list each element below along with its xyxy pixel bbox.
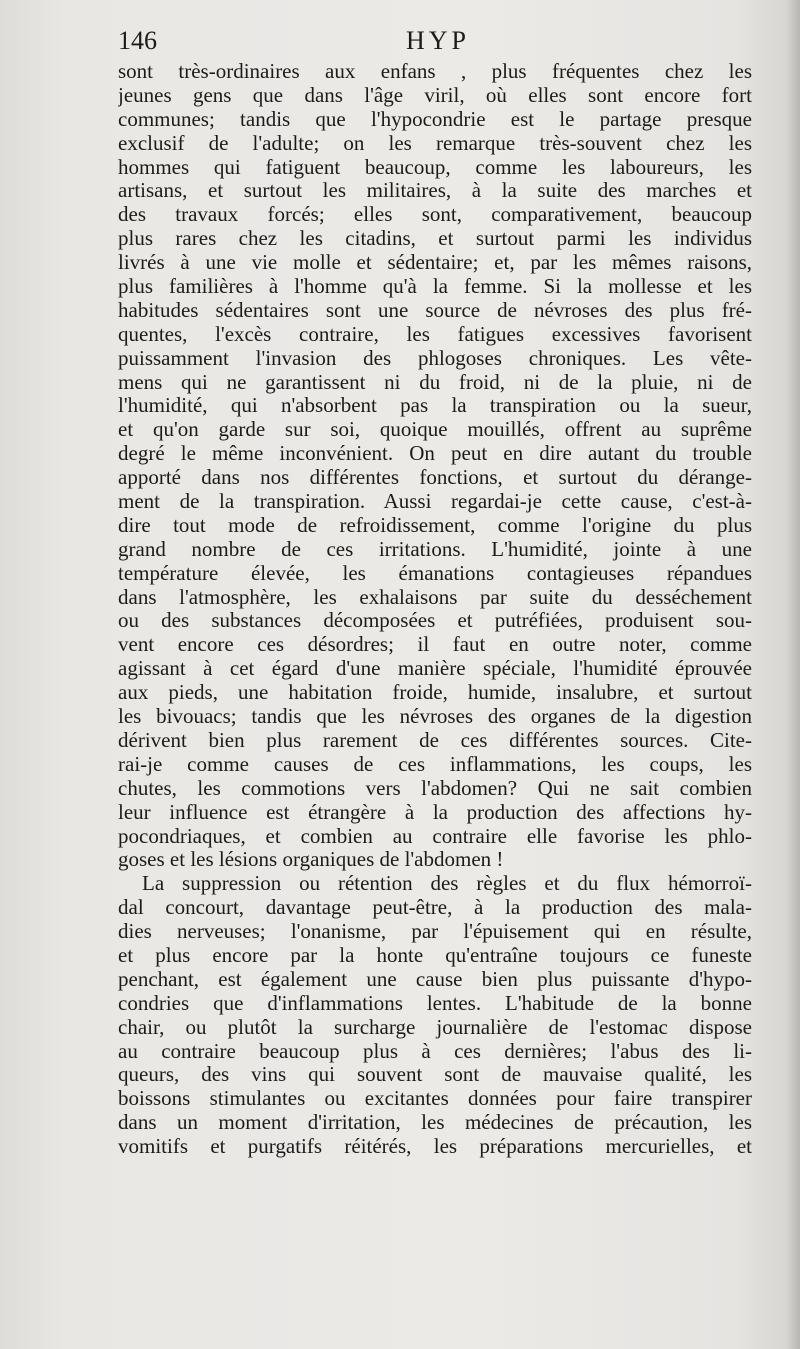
text-line: dans l'atmosphère, les exhalaisons par suite du desséchement xyxy=(118,585,752,609)
text-line: au contraire beaucoup plus à ces dernières; l'abus des li- xyxy=(118,1039,752,1063)
running-head xyxy=(118,26,752,56)
text-line: hommes qui fatiguent beaucoup, comme les laboureurs, les xyxy=(118,155,752,179)
text-line: boissons stimulantes ou excitantes données pour faire transpirer xyxy=(118,1087,752,1111)
text-line: et plus encore par la honte qu'entraîne toujours ce funeste xyxy=(118,943,752,967)
text-line: communes; tandis que l'hypocondrie est le partage presque xyxy=(118,107,752,131)
text-line: sont très-ordinaires aux enfans , plus fréquentes chez les xyxy=(118,60,752,83)
text-line: degré le même inconvénient. On peut en dire autant du trouble xyxy=(118,442,752,466)
text-line: plus rares chez les citadins, et surtout parmi les individus xyxy=(118,227,752,251)
text-line: pocondriaques, et combien au contraire elle favorise les phlo- xyxy=(118,824,752,848)
running-title: HYP xyxy=(406,26,471,55)
text-line: leur influence est étrangère à la production des affections hy- xyxy=(118,800,752,824)
text-line: exclusif de l'adulte; on les remarque très-souvent chez les xyxy=(118,131,752,155)
text-line: ou des substances décomposées et putréfiées, produisent sou- xyxy=(118,609,752,633)
text-line: dal concourt, davantage peut-être, à la production des mala- xyxy=(118,896,752,920)
text-line: puissamment l'invasion des phlogoses chroniques. Les vête- xyxy=(118,346,752,370)
text-line: queurs, des vins qui souvent sont de mauvaise qualité, les xyxy=(118,1063,752,1087)
page-number: 146 xyxy=(118,26,157,55)
text-line: température élevée, les émanations contagieuses répandues xyxy=(118,561,752,585)
text-line: vent encore ces désordres; il faut en outre noter, comme xyxy=(118,633,752,657)
text-line: grand nombre de ces irritations. L'humidité, jointe à une xyxy=(118,537,752,561)
text-line: dérivent bien plus rarement de ces différentes sources. Cite- xyxy=(118,728,752,752)
text-line: chutes, les commotions vers l'abdomen? Qui ne sait combien xyxy=(118,776,752,800)
text-line: rai-je comme causes de ces inflammations, les coups, les xyxy=(118,752,752,776)
text-line: plus familières à l'homme qu'à la femme. Si la mollesse et les xyxy=(118,275,752,299)
text-line: habitudes sédentaires sont une source de névroses des plus fré- xyxy=(118,298,752,322)
text-line: jeunes gens que dans l'âge viril, où elles sont encore fort xyxy=(118,83,752,107)
text-line: l'humidité, qui n'absorbent pas la transpiration ou la sueur, xyxy=(118,394,752,418)
text-line: ment de la transpiration. Aussi regardai-je cette cause, c'est-à- xyxy=(118,490,752,514)
text-line: agissant à cet égard d'une manière spéciale, l'humidité éprouvée xyxy=(118,657,752,681)
text-line: livrés à une vie molle et sédentaire; et, par les mêmes raisons, xyxy=(118,251,752,275)
text-line: dans un moment d'irritation, les médecines de précaution, les xyxy=(118,1111,752,1135)
text-line: quentes, l'excès contraire, les fatigues excessives favorisent xyxy=(118,322,752,346)
paragraph-end-line: goses et les lésions organiques de l'abdomen ! xyxy=(118,848,504,872)
text-line: dire tout mode de refroidissement, comme l'origine du plus xyxy=(118,513,752,537)
paragraph-start-line: La suppression ou rétention des règles et du flux hémorroï- xyxy=(142,872,752,896)
text-line: apporté dans nos différentes fonctions, et surtout du dérange- xyxy=(118,466,752,490)
text-line: vomitifs et purgatifs réitérés, les préparations mercurielles, et xyxy=(118,1135,752,1159)
text-line: mens qui ne garantissent ni du froid, ni de la pluie, ni de xyxy=(118,370,752,394)
text-line: artisans, et surtout les militaires, à la suite des marches et xyxy=(118,179,752,203)
text-line: chair, ou plutôt la surcharge journalière de l'estomac dispose xyxy=(118,1015,752,1039)
text-line: et qu'on garde sur soi, quoique mouillés, offrent au suprême xyxy=(118,418,752,442)
text-line: des travaux forcés; elles sont, comparativement, beaucoup xyxy=(118,203,752,227)
text-line: condries que d'inflammations lentes. L'habitude de la bonne xyxy=(118,991,752,1015)
body-text xyxy=(118,60,752,1159)
text-line: aux pieds, une habitation froide, humide, insalubre, et surtout xyxy=(118,681,752,705)
text-line: dies nerveuses; l'onanisme, par l'épuisement qui en résulte, xyxy=(118,920,752,944)
text-line: les bivouacs; tandis que les névroses des organes de la digestion xyxy=(118,705,752,729)
text-line: penchant, est également une cause bien plus puissante d'hypo- xyxy=(118,967,752,991)
